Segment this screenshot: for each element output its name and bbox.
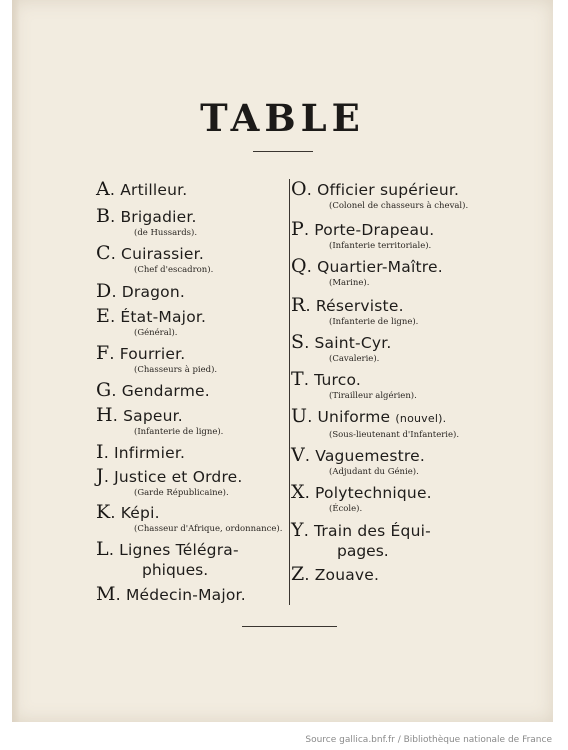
- entry-note: (École).: [329, 504, 363, 514]
- entry-letter-dot: .: [103, 443, 110, 462]
- entry-letter-dot: .: [307, 407, 313, 426]
- table-entry: [291, 482, 491, 515]
- entry-line: [291, 332, 491, 353]
- entry-note: (Adjudant du Génie).: [329, 467, 419, 477]
- entry-letter: F: [96, 342, 110, 364]
- entry-line: [291, 445, 491, 466]
- entry-letter: Z: [291, 563, 305, 585]
- entry-name: Justice et Ordre.: [114, 468, 243, 486]
- right-column: [291, 179, 491, 585]
- entry-line: [96, 584, 286, 605]
- entry-name: Sapeur.: [123, 407, 183, 425]
- entry-line: [96, 281, 286, 302]
- entry-line: [291, 179, 491, 200]
- table-entry: [291, 445, 491, 478]
- entry-letter: M: [96, 583, 116, 605]
- entry-line: [96, 442, 286, 463]
- entry-line: [96, 243, 286, 264]
- entry-letter: R: [291, 294, 306, 316]
- entry-letter-dot: .: [306, 180, 313, 199]
- entry-letter: S: [291, 331, 305, 353]
- entry-name: Zouave.: [314, 566, 380, 584]
- entry-name: Turco.: [314, 371, 362, 389]
- table-entry: [96, 442, 286, 463]
- entry-letter: E: [96, 305, 111, 327]
- entry-letter-dot: .: [306, 257, 313, 276]
- entry-letter: L: [96, 538, 109, 560]
- table-entry: [291, 369, 491, 402]
- entry-line: [96, 306, 286, 327]
- entry-letter-dot: .: [111, 381, 117, 400]
- entry-note: (Général).: [134, 328, 178, 338]
- entry-name-continuation: phiques.: [142, 561, 209, 579]
- entry-note: (Sous-lieutenant d'Infanterie).: [329, 430, 460, 440]
- entry-note: (Infanterie de ligne).: [329, 317, 419, 327]
- entry-letter-dot: .: [110, 503, 116, 522]
- entry-line: [291, 482, 491, 503]
- entry-letter-dot: .: [110, 207, 116, 226]
- entry-letter-dot: .: [305, 296, 311, 315]
- entry-name-qualifier: (nouvel).: [395, 412, 447, 425]
- entry-letter-dot: .: [304, 565, 310, 584]
- table-entry: [291, 332, 491, 365]
- entry-name: Képi.: [120, 504, 160, 522]
- entry-letter: O: [291, 178, 307, 200]
- entry-note: (Tirailleur algérien).: [329, 391, 417, 401]
- entry-line: [96, 466, 286, 487]
- entry-letter: G: [96, 379, 112, 401]
- entry-name: État-Major.: [120, 308, 207, 326]
- entry-name: Dragon.: [121, 283, 186, 301]
- entry-note: (de Hussards).: [134, 228, 198, 238]
- entry-letter-dot: .: [110, 244, 117, 263]
- entry-line: [291, 219, 491, 240]
- column-divider: [289, 179, 290, 605]
- entry-letter: B: [96, 205, 111, 227]
- entry-note: (Chasseurs à pied).: [134, 365, 218, 375]
- table-entry: [96, 502, 286, 535]
- title-divider: [253, 151, 313, 152]
- entry-letter: X: [291, 481, 305, 503]
- table-entry: [96, 466, 286, 499]
- entry-line: [291, 564, 491, 585]
- entry-letter: P: [291, 218, 304, 240]
- entry-name: Artilleur.: [120, 181, 188, 199]
- entry-line: [291, 295, 491, 316]
- table-entry: [96, 206, 286, 239]
- entry-note: (Colonel de chasseurs à cheval).: [329, 201, 469, 211]
- entry-letter-dot: .: [109, 180, 116, 199]
- left-column: [96, 179, 286, 605]
- table-entry: [96, 380, 286, 401]
- table-entry: [96, 539, 286, 580]
- entry-letter: T: [291, 368, 304, 390]
- table-entry: [291, 295, 491, 328]
- entry-note: (Infanterie de ligne).: [134, 427, 224, 437]
- entry-line: [96, 539, 286, 560]
- table-entry: [96, 306, 286, 339]
- table-entry: [96, 584, 286, 605]
- entry-letter: V: [291, 444, 305, 466]
- entry-name: Polytechnique.: [315, 484, 432, 502]
- entry-name: Réserviste.: [315, 297, 404, 315]
- entry-name: Brigadier.: [120, 208, 197, 226]
- table-entry: [291, 406, 491, 441]
- entry-name: Saint-Cyr.: [314, 334, 392, 352]
- entry-letter-dot: .: [110, 307, 116, 326]
- table-entry: [291, 564, 491, 585]
- entry-note: (Marine).: [329, 278, 370, 288]
- entry-letter-dot: .: [112, 406, 119, 425]
- entry-note: (Infanterie territoriale).: [329, 241, 432, 251]
- entry-name: Fourrier.: [119, 345, 186, 363]
- entry-name: Quartier-Maître.: [317, 258, 443, 276]
- table-entry: [291, 520, 491, 561]
- entry-letter: Y: [291, 519, 304, 541]
- entry-name: Porte-Drapeau.: [314, 221, 435, 239]
- entry-name: Lignes Télégra-: [119, 541, 239, 559]
- table-entry: [291, 219, 491, 252]
- entry-name: Vaguemestre.: [315, 447, 425, 465]
- table-entry: [96, 243, 286, 276]
- entry-letter-dot: .: [103, 467, 110, 486]
- entry-note: (Cavalerie).: [329, 354, 380, 364]
- entry-letter-dot: .: [304, 333, 310, 352]
- entry-line: [96, 206, 286, 227]
- entry-name: Uniforme: [317, 408, 391, 426]
- table-entry: [291, 256, 491, 289]
- entry-name: Officier supérieur.: [317, 181, 460, 199]
- entry-letter-dot: .: [115, 585, 121, 604]
- entry-note: (Garde Républicaine).: [134, 488, 229, 498]
- page-title: TABLE: [200, 96, 365, 140]
- entry-letter-dot: .: [303, 220, 310, 239]
- entry-letter-dot: .: [304, 483, 311, 502]
- entry-line: [96, 179, 286, 200]
- entry-letter: U: [291, 405, 308, 427]
- table-entry: [96, 179, 286, 200]
- entry-line: [96, 380, 286, 401]
- entry-name: Cuirassier.: [121, 245, 204, 263]
- entry-name: Gendarme.: [121, 382, 210, 400]
- entry-note: (Chef d'escadron).: [134, 265, 214, 275]
- entry-letter: K: [96, 501, 111, 523]
- entry-line: [291, 520, 491, 541]
- entry-name: Médecin-Major.: [125, 586, 246, 604]
- entry-line: [291, 256, 491, 277]
- entry-line: [96, 343, 286, 364]
- entry-letter-dot: .: [303, 521, 310, 540]
- entry-letter: C: [96, 242, 111, 264]
- entry-letter: Q: [291, 255, 307, 277]
- entry-letter: D: [96, 280, 112, 302]
- entry-name-continuation: pages.: [337, 542, 389, 560]
- entry-letter: J: [96, 465, 104, 487]
- entry-line: [291, 406, 491, 429]
- entry-letter-dot: .: [109, 344, 115, 363]
- entry-name: Infirmier.: [114, 444, 186, 462]
- table-entry: [96, 281, 286, 302]
- entry-note: (Chasseur d'Afrique, ordonnance).: [134, 524, 283, 534]
- table-entry: [96, 405, 286, 438]
- entry-line: [96, 502, 286, 523]
- table-entry: [291, 179, 491, 212]
- entry-line: [291, 369, 491, 390]
- entry-line: [96, 405, 286, 426]
- entry-letter-dot: .: [111, 282, 117, 301]
- entry-letter: H: [96, 404, 113, 426]
- source-credit: Source gallica.bnf.fr / Bibliothèque nationale de France: [305, 735, 552, 745]
- entry-name: Train des Équi-: [314, 522, 431, 540]
- entry-letter-dot: .: [108, 540, 115, 559]
- table-entry: [96, 343, 286, 376]
- entry-letter-dot: .: [303, 370, 310, 389]
- closing-divider: [242, 626, 337, 627]
- entry-letter: A: [96, 178, 110, 200]
- entry-letter-dot: .: [304, 446, 311, 465]
- entry-letter: I: [96, 441, 104, 463]
